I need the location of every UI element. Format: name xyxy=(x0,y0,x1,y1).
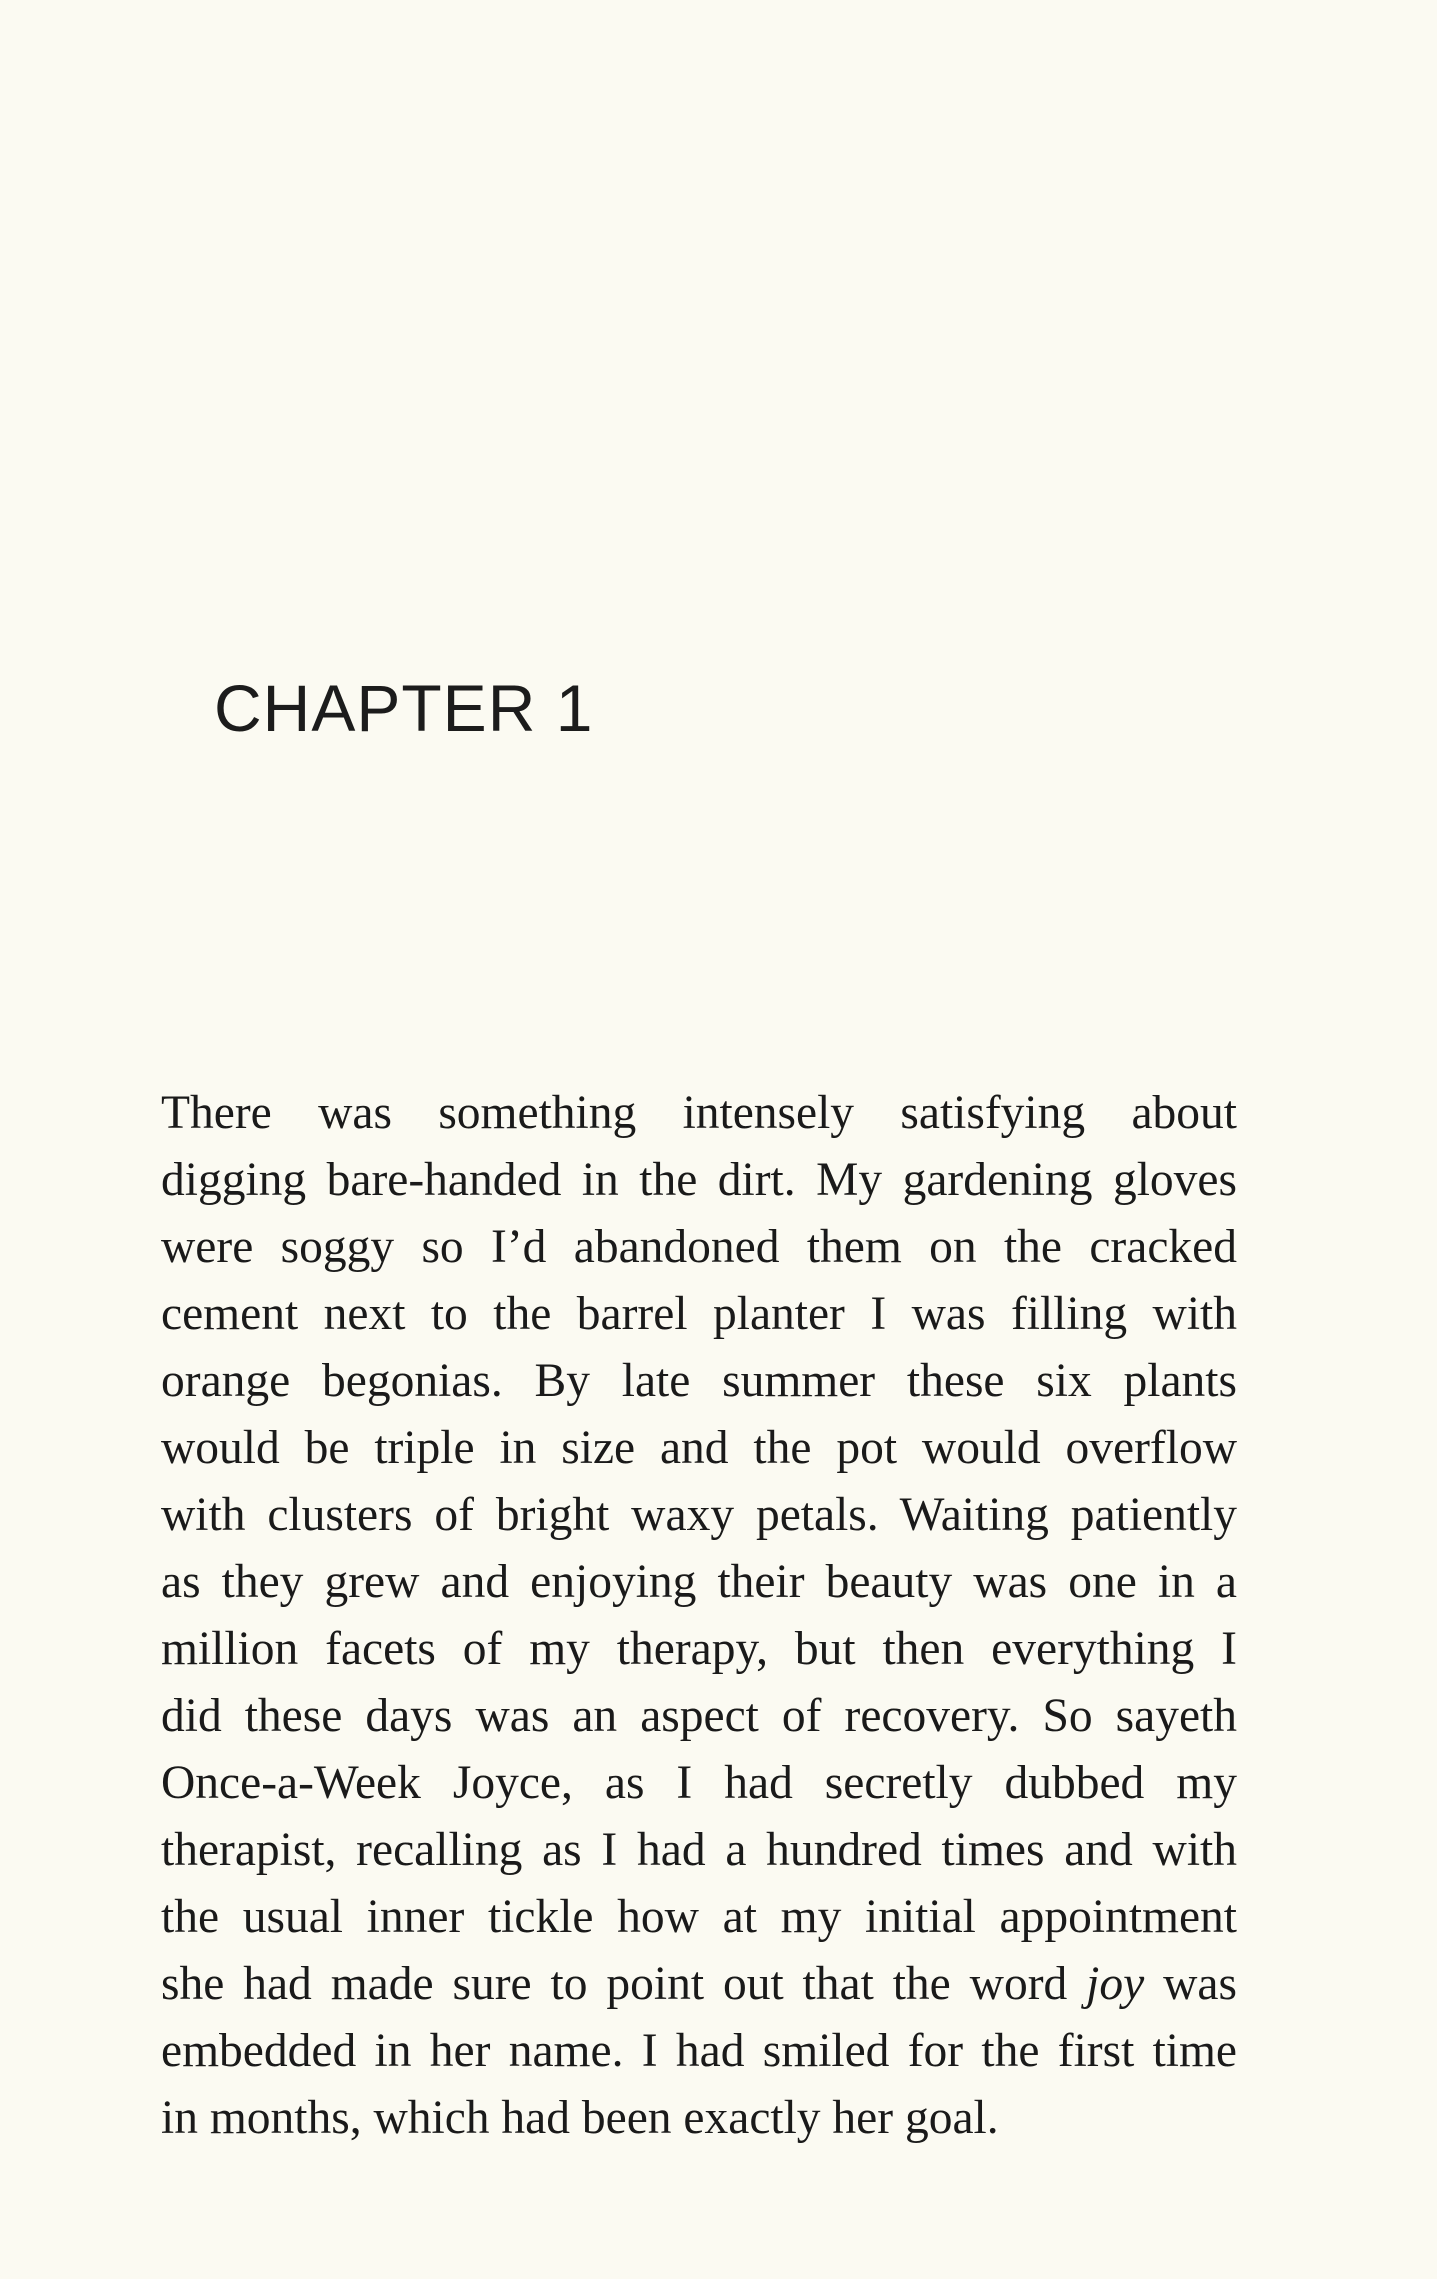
paragraph-line: Once-a-Week Joyce, as I had secretly dubbed my xyxy=(161,1757,1237,1809)
italic-word: joy xyxy=(1086,1958,1145,2010)
paragraph-line: embedded in her name. I had smiled for the first time xyxy=(161,2025,1237,2077)
paragraph-line: with clusters of bright waxy petals. Waiting patiently xyxy=(161,1489,1237,1541)
paragraph-line: did these days was an aspect of recovery. So sayeth xyxy=(161,1690,1237,1742)
paragraph-line: digging bare-handed in the dirt. My gardening gloves xyxy=(161,1154,1237,1206)
paragraph-line: orange begonias. By late summer these six plants xyxy=(161,1355,1237,1407)
paragraph-line: would be triple in size and the pot would overflow xyxy=(161,1422,1237,1474)
paragraph-line: There was something intensely satisfying about xyxy=(161,1087,1237,1139)
paragraph-line: million facets of my therapy, but then everything I xyxy=(161,1623,1237,1675)
line-text-after: was xyxy=(1144,1958,1237,2010)
paragraph-line: the usual inner tickle how at my initial appointment xyxy=(161,1891,1237,1943)
line-text-before: she had made sure to point out that the word xyxy=(161,1958,1087,2010)
chapter-body-paragraph xyxy=(161,1080,1237,2152)
chapter-heading: CHAPTER 1 xyxy=(214,671,594,745)
paragraph-line: were soggy so I’d abandoned them on the cracked xyxy=(161,1221,1237,1273)
paragraph-line-with-italic xyxy=(161,1951,1237,2018)
paragraph-line: cement next to the barrel planter I was filling with xyxy=(161,1288,1237,1340)
paragraph-line: as they grew and enjoying their beauty was one in a xyxy=(161,1556,1237,1608)
paragraph-line-last: in months, which had been exactly her goal. xyxy=(161,2092,999,2144)
paragraph-line: therapist, recalling as I had a hundred times and with xyxy=(161,1824,1237,1876)
